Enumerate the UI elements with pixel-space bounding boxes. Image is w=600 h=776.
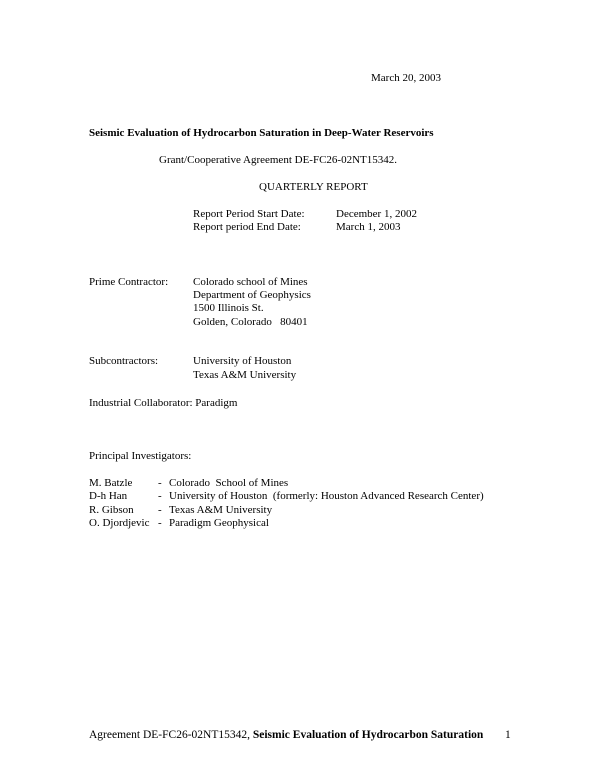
- investigator-name: D-h Han: [89, 490, 128, 502]
- subcontractors-label: Subcontractors:: [89, 355, 159, 367]
- grant-number: Grant/Cooperative Agreement DE-FC26-02NT15342.: [159, 154, 397, 166]
- investigator-affiliation: Paradigm Geophysical: [169, 517, 269, 529]
- investigator-name: R. Gibson: [89, 504, 134, 516]
- report-date: March 20, 2003: [371, 72, 441, 84]
- page-footer: [89, 728, 483, 742]
- period-start-value: December 1, 2002: [336, 208, 417, 220]
- investigator-dash: -: [158, 517, 162, 529]
- period-end-label: Report period End Date:: [193, 221, 301, 233]
- footer-agreement: Agreement DE-FC26-02NT15342,: [89, 729, 253, 741]
- investigator-dash: -: [158, 490, 162, 502]
- report-type: QUARTERLY REPORT: [259, 181, 368, 193]
- investigator-affiliation: Texas A&M University: [169, 504, 273, 516]
- subcontractor-line: Texas A&M University: [193, 369, 297, 381]
- period-start-label: Report Period Start Date:: [193, 208, 305, 220]
- investigators-heading: Principal Investigators:: [89, 450, 192, 462]
- investigator-name: O. Djordjevic: [89, 517, 150, 529]
- prime-contractor-line: Golden, Colorado 80401: [193, 316, 308, 328]
- investigator-affiliation: Colorado School of Mines: [169, 477, 289, 489]
- document-title: Seismic Evaluation of Hydrocarbon Saturation in Deep-Water Reservoirs: [89, 127, 434, 139]
- prime-contractor-label: Prime Contractor:: [89, 276, 169, 288]
- footer-title: Seismic Evaluation of Hydrocarbon Saturation: [252, 729, 484, 741]
- prime-contractor-line: Department of Geophysics: [193, 289, 311, 301]
- industrial-collaborator: Industrial Collaborator: Paradigm: [89, 397, 238, 409]
- page-number: 1: [505, 729, 511, 741]
- investigator-affiliation: University of Houston (formerly: Houston Advanced Research Center): [169, 490, 484, 502]
- period-end-value: March 1, 2003: [336, 221, 401, 233]
- prime-contractor-line: Colorado school of Mines: [193, 276, 308, 288]
- investigator-name: M. Batzle: [89, 477, 133, 489]
- subcontractor-line: University of Houston: [193, 355, 292, 367]
- investigator-dash: -: [158, 504, 162, 516]
- investigator-dash: -: [158, 477, 162, 489]
- prime-contractor-line: 1500 Illinois St.: [193, 302, 264, 314]
